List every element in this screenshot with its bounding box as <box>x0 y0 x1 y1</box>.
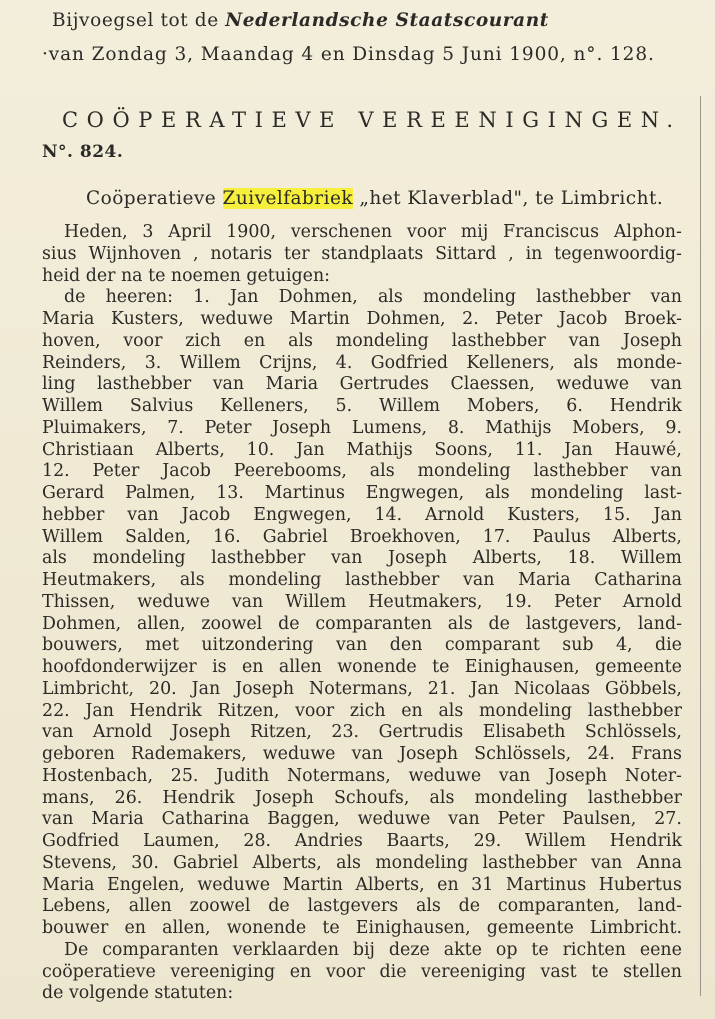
section-title: COÖPERATIEVE VEREENIGINGEN. <box>62 108 682 132</box>
entry-heading <box>86 188 663 209</box>
body-text <box>42 222 682 1005</box>
supplement-header <box>52 10 549 31</box>
newspaper-name: Nederlandsche Staatscourant <box>225 10 549 31</box>
text-line: bouwer en allen, wonende te Einighausen, gemeente Limbricht. <box>42 918 682 938</box>
text-line: Willem Salden, 16. Gabriel Broekhoven, 17. Paulus Alberts, <box>42 526 682 547</box>
text-line: hebber van Jacob Engwegen, 14. Arnold Kusters, 15. Jan <box>42 504 682 525</box>
text-line: hoofdonderwijzer is en allen wonende te Einighausen, gemeente <box>42 657 682 677</box>
text-line: de heeren: 1. Jan Dohmen, als mondeling lasthebber van <box>64 287 682 308</box>
text-line: van Maria Catharina Baggen, weduwe van Peter Paulsen, 27. <box>42 809 682 830</box>
text-line: Heutmakers, als mondeling lasthebber van Maria Catharina <box>42 570 682 590</box>
highlighted-term: Zuivelfabriek <box>222 188 354 209</box>
text-line: Lebens, allen zoowel de lastgevers als de comparanten, land- <box>42 896 682 917</box>
text-line: Heden, 3 April 1900, verschenen voor mij Franciscus Alphon- <box>64 222 682 242</box>
text-line: Stevens, 30. Gabriel Alberts, als mondeling lasthebber van Anna <box>42 852 682 873</box>
text-line: heid der na te noemen getuigen: <box>42 265 331 286</box>
text-line: Limbricht, 20. Jan Joseph Notermans, 21. Jan Nicolaas Göbbels, <box>42 678 682 699</box>
column-rule <box>700 96 701 996</box>
text-line: als mondeling lasthebber van Joseph Alberts, 18. Willem <box>42 548 682 569</box>
entry-number: N°. 824. <box>42 142 124 162</box>
text-line: Christiaan Alberts, 10. Jan Mathijs Soons, 11. Jan Hauwé, <box>42 439 682 460</box>
text-line: Maria Engelen, weduwe Martin Alberts, en 31 Martinus Hubertus <box>42 874 682 895</box>
text-line: Hostenbach, 25. Judith Notermans, weduwe van Joseph Noter- <box>42 765 682 786</box>
text-line: 12. Peter Jacob Peerebooms, als mondeling lasthebber van <box>42 461 682 482</box>
entry-heading-suffix: „het Klaverblad", te Limbricht. <box>353 188 664 209</box>
text-line: de volgende statuten: <box>42 983 234 1004</box>
text-line: hoven, voor zich en als mondeling lasthebber van Joseph <box>42 330 682 351</box>
text-line: Godfried Laumen, 28. Andries Baarts, 29. Willem Hendrik <box>42 831 682 851</box>
supplement-header-prefix: Bijvoegsel tot de <box>52 10 226 31</box>
text-line: Reinders, 3. Willem Crijns, 4. Godfried Kelleners, als monde- <box>42 352 682 373</box>
issue-date-line: ·van Zondag 3, Maandag 4 en Dinsdag 5 Juni 1900, n°. 128. <box>42 44 655 65</box>
text-line: Thissen, weduwe van Willem Heutmakers, 19. Peter Arnold <box>42 591 682 612</box>
text-line: ling lasthebber van Maria Gertrudes Claessen, weduwe van <box>42 374 682 395</box>
text-line: Willem Salvius Kelleners, 5. Willem Mobers, 6. Hendrik <box>42 396 682 416</box>
text-line: Pluimakers, 7. Peter Joseph Lumens, 8. Mathijs Mobers, 9. <box>42 417 682 438</box>
text-line: Dohmen, allen, zoowel de comparanten als de lastgevers, land- <box>42 613 682 634</box>
text-line: coöperatieve vereeniging en voor die vereeniging vast te stellen <box>42 961 682 982</box>
text-line: bouwers, met uitzondering van den comparant sub 4, die <box>42 635 682 656</box>
text-line: sius Wijnhoven , notaris ter standplaats Sittard , in tegenwoordig- <box>42 243 682 264</box>
text-line: mans, 26. Hendrik Joseph Schoufs, als mondeling lasthebber <box>42 787 682 808</box>
text-line: De comparanten verklaarden bij deze akte op te richten eene <box>64 939 682 960</box>
text-line: geboren Rademakers, weduwe van Joseph Schlössels, 24. Frans <box>42 744 682 764</box>
text-line: Gerard Palmen, 13. Martinus Engwegen, als mondeling last- <box>42 483 682 503</box>
text-line: van Arnold Joseph Ritzen, 23. Gertrudis Elisabeth Schlössels, <box>42 722 682 743</box>
entry-heading-prefix: Coöperatieve <box>86 188 223 209</box>
text-line: Maria Kusters, weduwe Martin Dohmen, 2. Peter Jacob Broek- <box>42 309 682 329</box>
text-line: 22. Jan Hendrik Ritzen, voor zich en als mondeling lasthebber <box>42 700 682 721</box>
